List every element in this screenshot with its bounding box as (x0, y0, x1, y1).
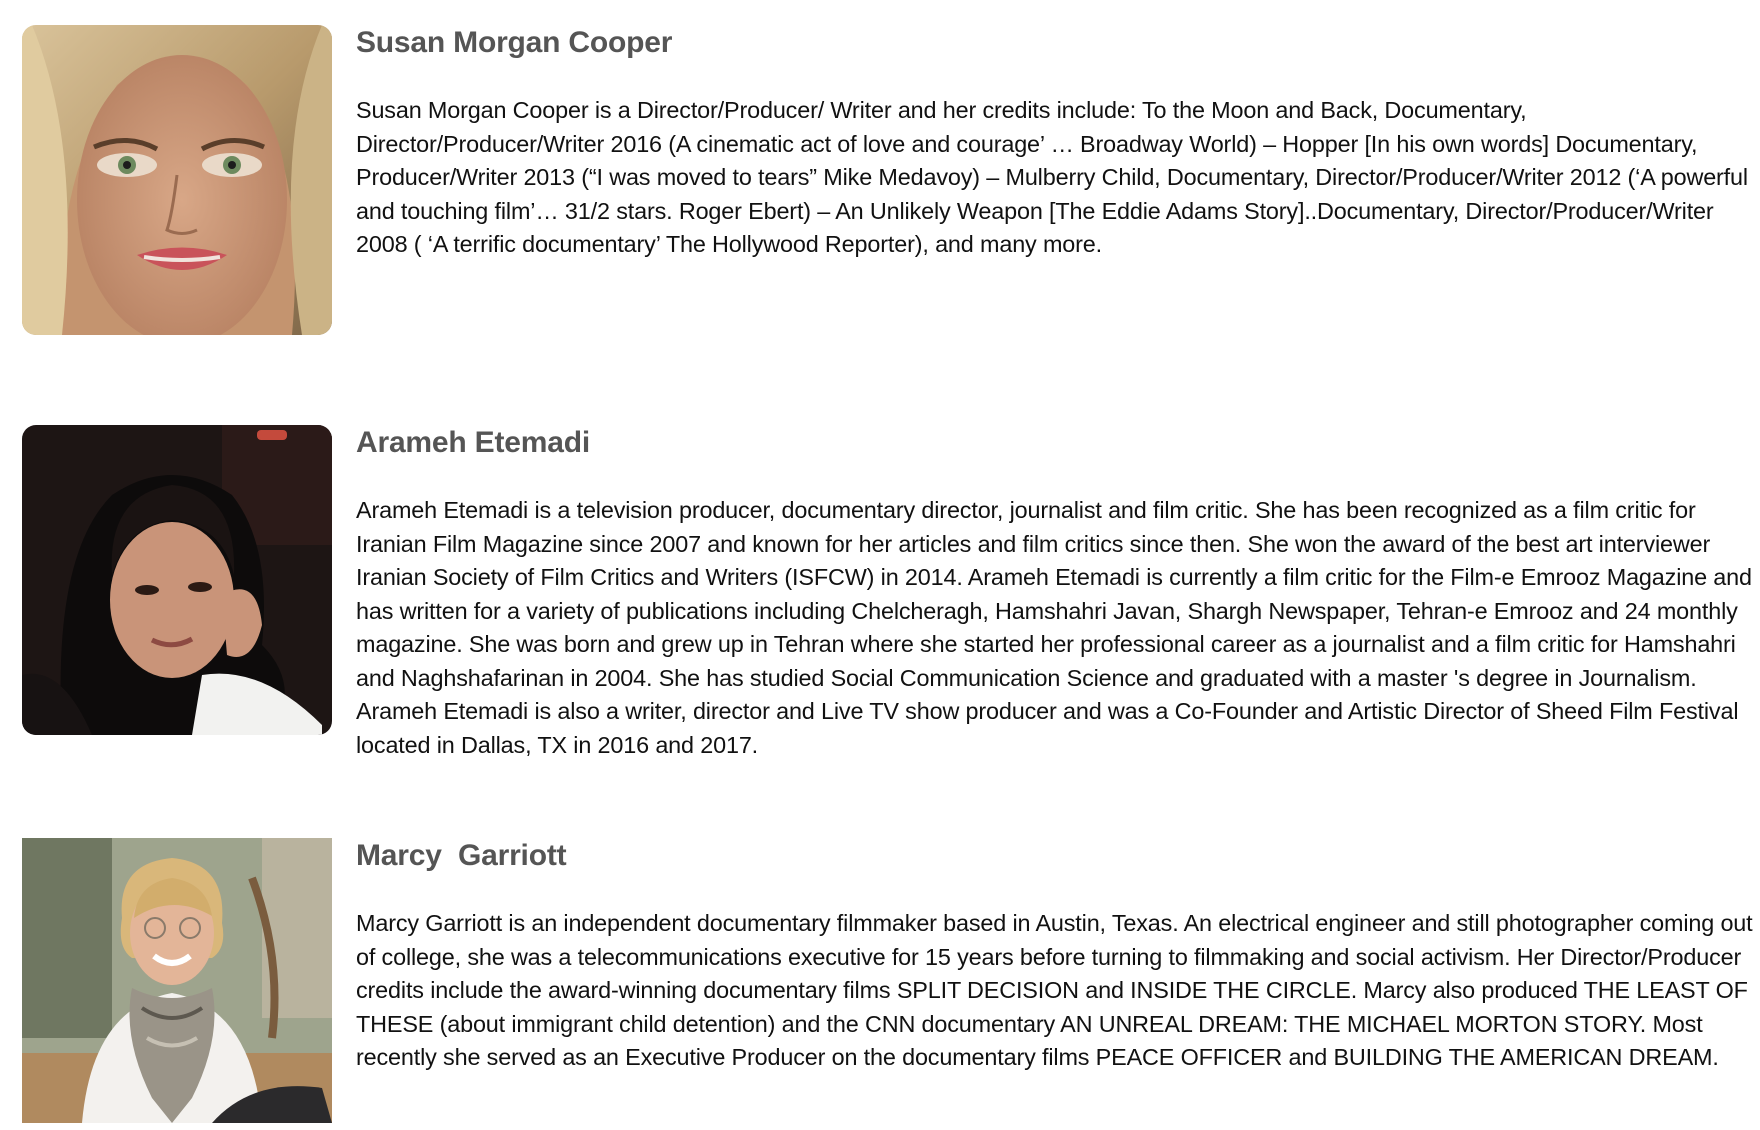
person-bio: Marcy Garriott is an independent documentary filmmaker based in Austin, Texas. An electrical engineer and still photographer coming out of college, she was a telecommunications executive for 15 years before turning to filmmaking and social activism. Her Director/Producer credits include the award-winning documentary films SPLIT DECISION and INSIDE THE CIRCLE. Marcy also produced THE LEAST OF THESE (about immigrant child detention) and the CNN documentary AN UNREAL DREAM: THE MICHAEL MORTON STORY. Most recently she served as an Executive Producer on the documentary films PEACE OFFICER and BUILDING THE AMERICAN DREAM. (356, 910, 1753, 1070)
portrait-image (22, 25, 332, 335)
portrait-photo (22, 425, 332, 735)
person-bio: Susan Morgan Cooper is a Director/Producer/ Writer and her credits include: To the Moon and Back, Documentary, Director/Producer/Writer 2016 (A cinematic act of love and courage’ … Broadway World) – Hopper [In his own words] Documentary, Producer/Writer 2013 (“I was moved to tears” Mike Medavoy) – Mulberry Child, Documentary, Director/Producer/Writer 2012 (‘A powerful and touching film’… 31/2 stars. Roger Ebert) – An Unlikely Weapon [The Eddie Adams Story]..Documentary, Director/Producer/Writer 2008 ( ‘A terrific documentary’ The Hollywood Reporter), and many more. (356, 97, 1748, 257)
bio-text-block (356, 838, 1756, 1075)
person-bio: Arameh Etemadi is a television producer, documentary director, journalist and film critic. She has been recognized as a film critic for Iranian Film Magazine since 2007 and known for her articles and film critics since then. She won the award of the best art interviewer Iranian Society of Film Critics and Writers (ISFCW) in 2014. Arameh Etemadi is currently a film critic for the Film-e Emrooz Magazine and has written for a variety of publications including Chelcheragh, Hamshahri Javan, Shargh Newspaper, Tehran-e Emrooz and 24 monthly magazine. She was born and grew up in Tehran where she started her professional career as a journalist and a film critic for Hamshahri and Naghshafarinan in 2004. She has studied Social Communication Science and graduated with a master 's degree in Journalism. Arameh Etemadi is also a writer, director and Live TV show producer and was a Co-Founder and Artistic Director of Sheed Film Festival located in Dallas, TX in 2016 and 2017. (356, 497, 1752, 758)
portrait-photo (22, 838, 332, 1123)
bio-text-block (356, 425, 1756, 762)
portrait-photo (22, 25, 332, 335)
bio-text-block (356, 25, 1756, 262)
person-name: Arameh Etemadi (356, 426, 590, 459)
portrait-image (22, 425, 332, 735)
portrait-image (22, 838, 332, 1123)
person-name: Marcy Garriott (356, 839, 567, 872)
person-name: Susan Morgan Cooper (356, 26, 673, 59)
